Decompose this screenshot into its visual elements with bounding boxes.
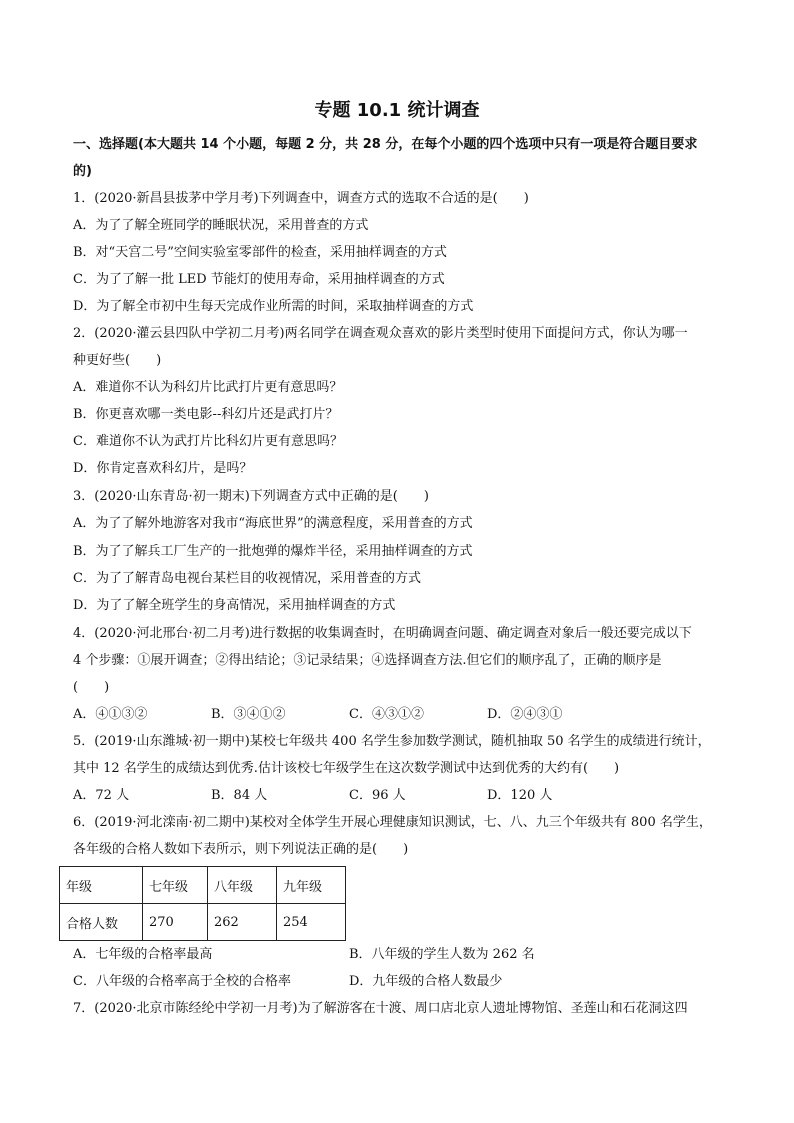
table-row: [60, 904, 346, 941]
question-2-stem-cont: 种更好些( ): [73, 353, 162, 368]
question-2-option-d: D．你肯定喜欢科幻片，是吗？: [73, 461, 253, 476]
question-4-stem-cont: 4 个步骤：①展开调查；②得出结论；③记录结果；④选择调查方法.但它们的顺序乱了，正确的顺序是: [73, 653, 662, 668]
question-5-option-d: D．120 人: [487, 788, 553, 803]
table-header-cell: 八年级: [208, 867, 277, 904]
table-cell: 254: [277, 904, 346, 941]
question-5-stem-cont: 其中 12 名学生的成绩达到优秀.估计该校七年级学生在这次数学测试中达到优秀的大约有( ): [73, 761, 620, 776]
question-4-option-d: D．②④③①: [487, 707, 563, 722]
table-header-cell: 七年级: [143, 867, 208, 904]
question-6-option-d: D．九年级的合格人数最少: [349, 974, 503, 989]
table-cell: 合格人数: [60, 904, 143, 941]
question-5-option-c: C．96 人: [349, 788, 406, 803]
question-7-stem: 7．(2020·北京市陈经纶中学初一月考)为了解游客在十渡、周口店北京人遗址博物馆、圣莲山和石花洞这四: [73, 1001, 688, 1016]
table-header-cell: 年级: [60, 867, 143, 904]
table-cell: 262: [208, 904, 277, 941]
question-4-option-a: A．④①③②: [73, 707, 148, 722]
table-cell: 270: [143, 904, 208, 941]
question-2-option-c: C．难道你不认为武打片比科幻片更有意思吗？: [73, 434, 343, 449]
question-3-option-a: A．为了了解外地游客对我市“海底世界”的满意程度，采用普查的方式: [73, 516, 473, 531]
question-4-options: [73, 706, 733, 724]
question-1-option-d: D．为了解全市初中生每天完成作业所需的时间，采取抽样调查的方式: [73, 299, 474, 314]
question-3-option-d: D．为了了解全班学生的身高情况，采用抽样调查的方式: [73, 598, 396, 613]
question-5-option-a: A．72 人: [73, 788, 130, 803]
question-1-option-b: B．对“天宫二号”空间实验室零部件的检查，采用抽样调查的方式: [73, 245, 447, 260]
table-header-cell: 九年级: [277, 867, 346, 904]
question-3-stem: 3．(2020·山东青岛·初一期末)下列调查方式中正确的是( ): [73, 489, 429, 504]
question-3-option-b: B．为了了解兵工厂生产的一批炮弹的爆炸半径，采用抽样调查的方式: [73, 544, 473, 559]
question-6-options-row2: [73, 973, 733, 991]
question-1-option-a: A．为了了解全班同学的睡眠状况，采用普查的方式: [73, 218, 369, 233]
question-1-option-c: C．为了了解一批 LED 节能灯的使用寿命，采用抽样调查的方式: [73, 272, 445, 287]
section-heading: 一、选择题(本大题共 14 个小题，每题 2 分，共 28 分，在每个小题的四个选项中只有一项是符合题目要求: [73, 137, 698, 152]
question-5-option-b: B．84 人: [211, 788, 268, 803]
pass-count-table: [59, 866, 346, 941]
question-6-options-row1: [73, 946, 733, 964]
question-4-stem-paren: ( ): [73, 680, 110, 695]
question-6-option-a: A．七年级的合格率最高: [73, 947, 213, 962]
question-4-option-c: C．④③①②: [349, 707, 424, 722]
question-4-option-b: B．③④①②: [211, 707, 286, 722]
question-6-option-c: C．八年级的合格率高于全校的合格率: [73, 974, 291, 989]
question-3-option-c: C．为了了解青岛电视台某栏目的收视情况，采用普查的方式: [73, 571, 421, 586]
question-6-option-b: B．八年级的学生人数为 262 名: [349, 947, 535, 962]
question-5-stem: 5．(2019·山东潍城·初一期中)某校七年级共 400 名学生参加数学测试，随机抽取 50 名学生的成绩进行统计，: [73, 734, 711, 749]
page-title: 专题 10.1 统计调查: [314, 100, 480, 121]
question-2-stem: 2．(2020·灌云县四队中学初二月考)两名同学在调查观众喜欢的影片类型时使用下面提问方式，你认为哪一: [73, 326, 688, 341]
section-heading-cont: 的): [73, 164, 92, 179]
question-1-stem: 1．(2020·新昌县拔茅中学月考)下列调查中，调查方式的选取不合适的是( ): [73, 191, 529, 206]
question-6-stem-cont: 各年级的合格人数如下表所示，则下列说法正确的是( ): [73, 842, 409, 857]
question-5-options: [73, 787, 733, 805]
table-header-row: [60, 867, 346, 904]
question-2-option-b: B．你更喜欢哪一类电影--科幻片还是武打片？: [73, 407, 339, 422]
question-2-option-a: A．难道你不认为科幻片比武打片更有意思吗？: [73, 380, 343, 395]
question-6-stem: 6．(2019·河北滦南·初二期中)某校对全体学生开展心理健康知识测试，七、八、九三个年级共有 800 名学生，: [73, 815, 712, 830]
question-4-stem: 4．(2020·河北邢台·初二月考)进行数据的收集调查时，在明确调查问题、确定调查对象后一般还要完成以下: [73, 626, 692, 641]
